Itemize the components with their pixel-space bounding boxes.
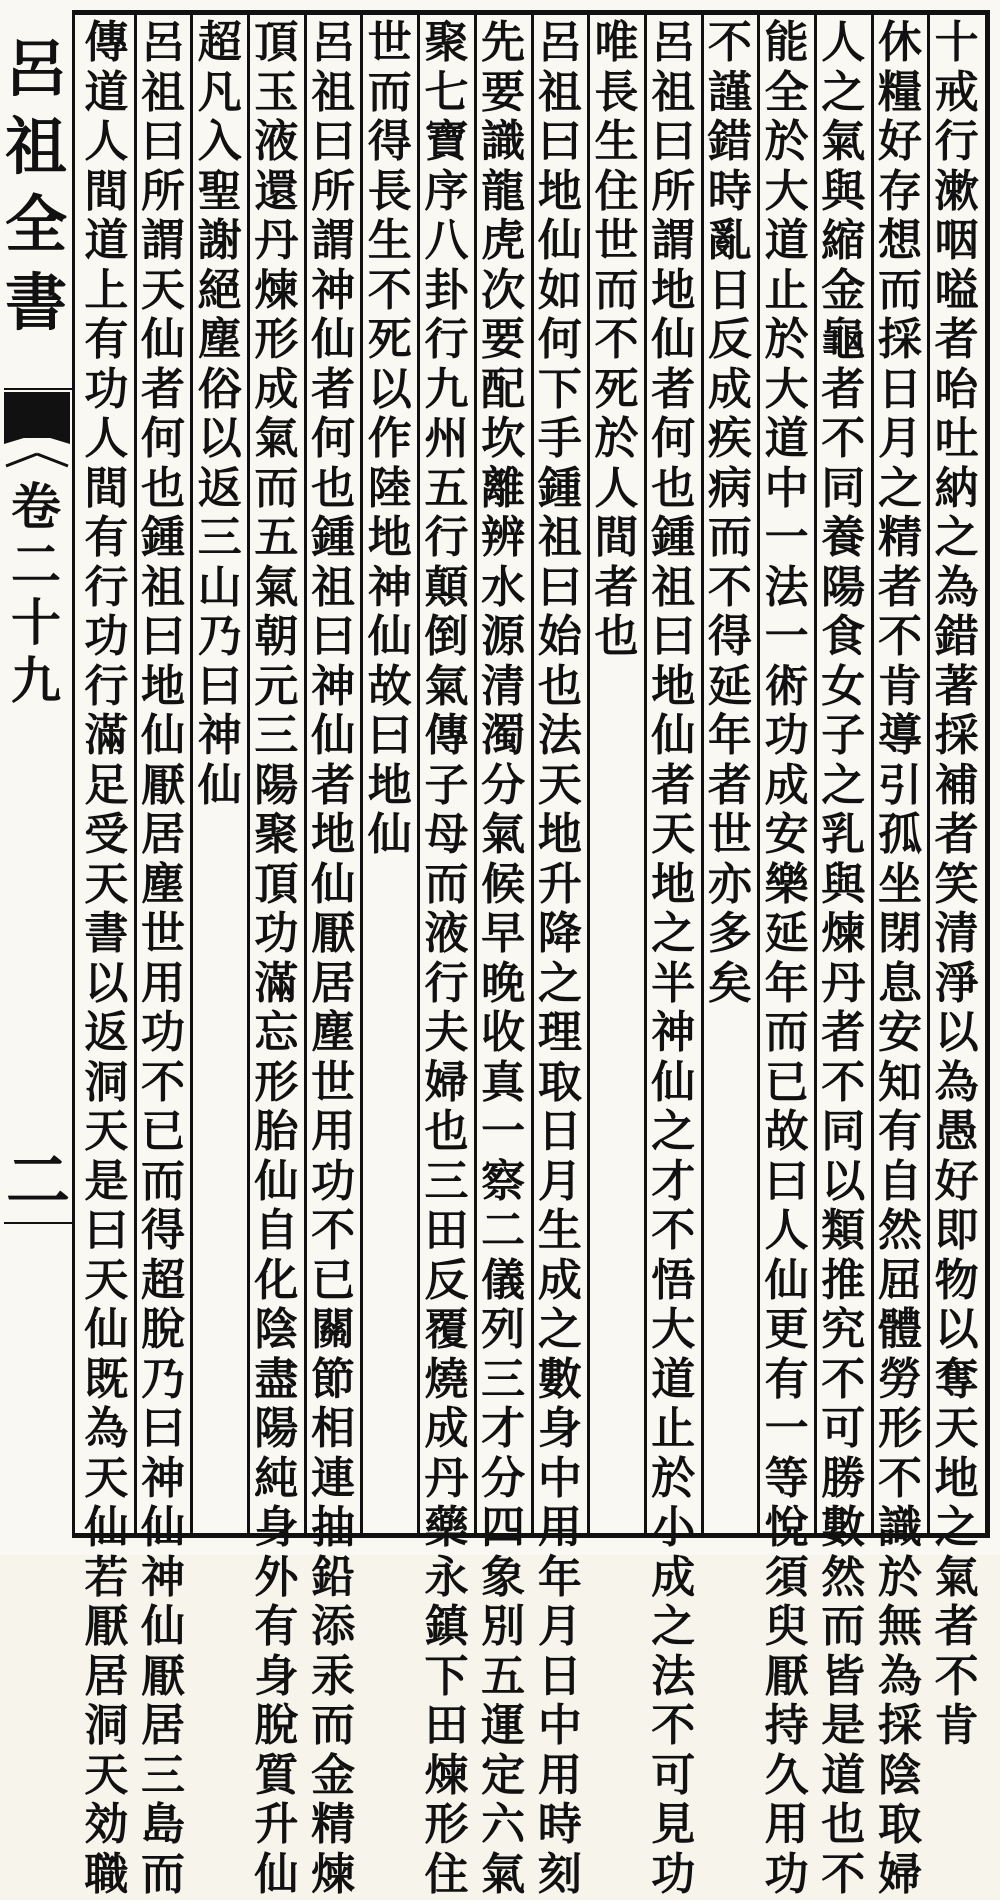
text-column: 超 凡 入 聖 謝 絕 塵 俗 以 返 三 山 乃 曰 神 仙 xyxy=(197,17,242,811)
fishtail-icon xyxy=(4,392,70,472)
text-column: 頂 玉 液 還 丹 煉 形 成 氣 而 五 氣 朝 元 三 陽 聚 頂 功 滿 忘 形 胎 仙 自 化 陰 盡 陽 純 身 外 有 身 脫 質 升 仙 xyxy=(254,17,299,1900)
text-column: 呂 祖 曰 所 謂 地 仙 者 何 也 鍾 祖 曰 地 仙 者 天 地 之 半 神 仙 之 才 不 悟 大 道 止 於 小 成 之 法 不 可 見 功 xyxy=(651,17,696,1900)
page-number: 二 xyxy=(6,1144,70,1219)
column-rule xyxy=(701,10,704,1538)
text-column: 呂 祖 曰 地 仙 如 何 下 手 鍾 祖 曰 始 也 法 天 地 升 降 之 理 取 日 月 生 成 之 數 身 中 用 年 月 日 中 用 時 刻 xyxy=(537,17,582,1900)
text-column: 唯 長 生 住 世 而 不 死 於 人 間 者 也 xyxy=(594,17,639,662)
column-rule xyxy=(871,10,874,1538)
text-column: 世 而 得 長 生 不 死 以 作 陸 地 神 仙 故 曰 地 仙 xyxy=(367,17,412,860)
column-rule xyxy=(474,10,477,1538)
text-column: 不 謹 錯 時 亂 日 反 成 疾 病 而 不 得 延 年 者 世 亦 多 矣 xyxy=(707,17,752,1009)
column-rule xyxy=(190,10,193,1538)
column-rule xyxy=(927,10,930,1538)
book-title: 呂 祖 全 書 xyxy=(5,32,68,339)
volume-label: 卷 二 十 九 xyxy=(11,477,61,710)
column-rule xyxy=(247,10,250,1538)
text-column: 人 之 氣 與 縮 金 龜 者 不 同 養 陽 食 女 子 之 乳 與 煉 丹 者 不 同 以 類 推 究 不 可 勝 數 然 而 皆 是 道 也 不 xyxy=(821,17,866,1900)
column-rule xyxy=(531,10,534,1538)
text-column: 先 要 識 龍 虎 次 要 配 坎 離 辨 水 源 清 濁 分 氣 候 早 晚 收 真 一 察 二 儀 列 三 才 分 四 象 別 五 運 定 六 氣 xyxy=(481,17,526,1900)
text-column: 休 糧 好 存 想 而 採 日 月 之 精 者 不 肯 導 引 孤 坐 閉 息 安 知 有 自 然 屈 體 勞 形 不 識 於 無 為 採 陰 取 婦 xyxy=(877,17,922,1900)
column-rule xyxy=(360,10,363,1538)
text-column: 呂 祖 曰 所 謂 天 仙 者 何 也 鍾 祖 曰 地 仙 厭 居 塵 世 用 功 不 已 而 得 超 脫 乃 曰 神 仙 神 仙 厭 居 三 島 而 xyxy=(141,17,186,1900)
column-rule xyxy=(644,10,647,1538)
text-column: 能 全 於 大 道 止 於 大 道 中 一 法 一 術 功 成 安 樂 延 年 而 已 故 曰 人 仙 更 有 一 等 悅 須 臾 厭 持 久 用 功 xyxy=(764,17,809,1900)
margin-divider-top xyxy=(4,388,72,390)
column-rule xyxy=(134,10,137,1538)
text-column: 十 戒 行 漱 咽 嗌 者 咍 吐 納 之 為 錯 著 採 補 者 笑 清 淨 以 為 愚 好 即 物 以 奪 天 地 之 氣 者 不 肯 xyxy=(934,17,979,1751)
text-column: 聚 七 寶 序 八 卦 行 九 州 五 行 顛 倒 氣 傳 子 母 而 液 行 夫 婦 也 三 田 反 覆 燒 成 丹 藥 永 鎮 下 田 煉 形 住 xyxy=(424,17,469,1900)
column-rule xyxy=(417,10,420,1538)
margin-divider-bottom xyxy=(4,1222,72,1224)
text-column: 傳 道 人 間 道 上 有 功 人 間 有 行 功 行 滿 足 受 天 書 以 返 洞 天 是 曰 天 仙 既 為 天 仙 若 厭 居 洞 天 効 職 xyxy=(84,17,129,1900)
column-rule xyxy=(587,10,590,1538)
column-rule xyxy=(304,10,307,1538)
text-column: 呂 祖 曰 所 謂 神 仙 者 何 也 鍾 祖 曰 神 仙 者 地 仙 厭 居 塵 世 用 功 不 已 關 節 相 連 抽 鉛 添 汞 而 金 精 煉 xyxy=(311,17,356,1900)
page-margin xyxy=(0,0,72,1555)
column-rule xyxy=(814,10,817,1538)
column-rule xyxy=(757,10,760,1538)
